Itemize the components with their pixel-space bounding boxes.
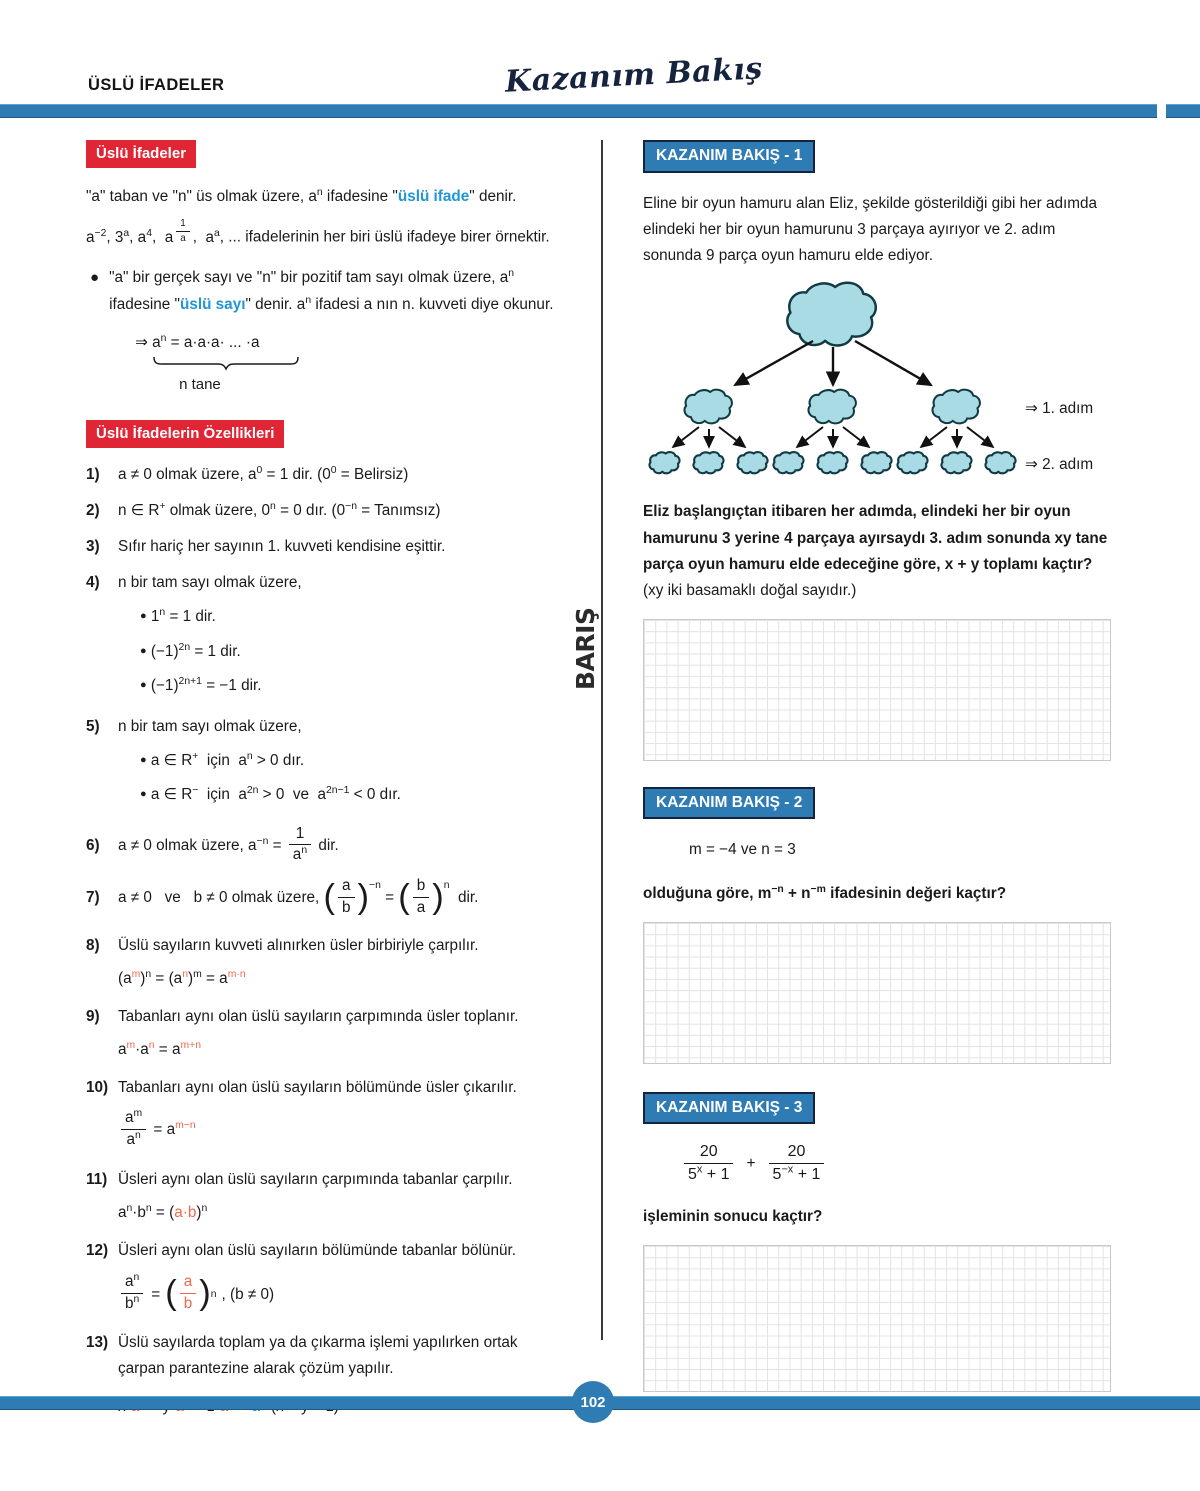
intro-text-a: "a" taban ve "n" üs olmak üzere, a [86, 188, 317, 205]
paren-close-icon: ) [357, 877, 369, 916]
property-4-sub-1: ● $1^n = 1$ dir. [140, 606, 216, 625]
properties-list [86, 462, 566, 1420]
property-8-formula: $(a^m)^n = (a^n)^m = a^{m\cdot n}$ [118, 969, 246, 988]
property-3 [86, 534, 566, 560]
blob-step2-2 [693, 452, 723, 473]
property-2-number: 2) [86, 501, 100, 519]
property-10-lead: Tabanları aynı olan üslü sayıların bölümünde üsler çıkarılır. [118, 1079, 517, 1097]
fraction-am-over-an: $\frac{a^m}{a^n}$ [121, 1108, 146, 1150]
property-11-formula: $a^n\cdot b^n = (a\cdot b)^n$ [118, 1203, 208, 1222]
blob-step2-3 [737, 452, 767, 473]
bullet-text-3: " denir. a [245, 295, 306, 313]
q3-f2-rest: + 1 [793, 1165, 821, 1183]
property-2 [86, 498, 566, 524]
question-1-bold: Eliz başlangıçtan itibaren her adımda, elindeki her bir oyun hamurunu 3 yerine 4 parçaya ayırsaydı 3. adım sonunda xy tane parça oyun hamuru elde edeceğine göre, x + y toplamı kaçtır? [643, 503, 1108, 573]
property-13-lead: Üslü sayılarda toplam ya da çıkarma işlemi yapılırken ortak çarpan parantezine alarak çözüm yapılır. [118, 1333, 518, 1377]
paren-close-icon: ) [199, 1274, 211, 1313]
property-7-text: a ≠ 0 ve b ≠ 0 olmak üzere, ( $\frac{a}{b}$ )$^{-n}$ = ( $\frac{b}{a}$ )$^n$ dir. [118, 877, 566, 919]
q2-post: ifadesinin değeri kaçtır? [825, 885, 1007, 903]
step-1-label: ⇒ 1. adım [1025, 400, 1094, 418]
property-3-number: 3) [86, 537, 100, 555]
bullet-sup-1: n [508, 268, 515, 280]
example-a-1overa: a $^{\frac{1}{a}}$ [165, 229, 193, 246]
question-1-prompt: Eline bir oyun hamuru alan Eliz, şekilde gösterildiği gibi her adımda elindeki her bir oyun hamurunu 3 parçaya ayırıyor ve 2. adım sonunda 9 parça oyun hamuru elde ediyor. [643, 194, 1098, 265]
property-10-text [118, 1075, 566, 1151]
property-11 [86, 1167, 566, 1226]
blob-step1-1 [685, 390, 732, 424]
property-6 [86, 825, 566, 867]
right-column [643, 140, 1113, 1392]
intro-sup-n: n [316, 186, 323, 198]
q2-mid: + n [783, 885, 811, 903]
property-8-text [118, 933, 566, 992]
property-12-number: 12) [86, 1242, 109, 1260]
column-divider [601, 140, 603, 1340]
property-12-note: , (b ≠ 0) [221, 1285, 275, 1303]
property-4-sub-2: ● $(-1)^{2n} = 1$ dir. [140, 641, 241, 660]
property-4 [86, 570, 566, 700]
fraction-a-over-b-colored: $\frac{a}{b}$ [180, 1272, 197, 1314]
property-9-number: 9) [86, 1008, 100, 1026]
example-3-a: 3$^a$ [114, 227, 130, 246]
property-1-number: 1) [86, 465, 100, 483]
property-10-number: 10) [86, 1079, 109, 1097]
blob-step2-6 [861, 452, 891, 473]
sub-bullet-icon: ● [140, 609, 147, 622]
step-2-label: ⇒ 2. adım [1025, 456, 1094, 474]
q3-f1-base: 5 [688, 1165, 697, 1183]
fraction-an-over-bn: $\frac{a^n}{b^n}$ [121, 1272, 143, 1314]
header-rule-tick [1166, 104, 1200, 118]
property-13-number: 13) [86, 1333, 109, 1351]
question-2-given: m = −4 ve n = 3 [689, 841, 796, 859]
q3-f1-rest: + 1 [702, 1165, 730, 1183]
bullet-text-1: "a" bir gerçek sayı ve "n" bir pozitif tam sayı olmak üzere, a [109, 269, 509, 287]
playdough-tree-diagram [643, 281, 1113, 481]
blob-step2-1 [649, 452, 679, 473]
property-6-text: a ≠ 0 olmak üzere, $a^{-n}$ = $\frac{1}{a^n}$ dir. [118, 825, 566, 867]
answer-grid-2[interactable] [643, 922, 1111, 1064]
sub-bullet-icon: ● [140, 644, 147, 657]
property-11-number: 11) [86, 1171, 108, 1189]
question-1-body [643, 499, 1113, 604]
property-8-lead: Üslü sayıların kuvveti alınırken üsler birbiriyle çarpılır. [118, 937, 479, 955]
paren-open-icon: ( [165, 1274, 177, 1313]
property-7-number: 7) [86, 889, 100, 907]
property-9-text [118, 1004, 566, 1063]
blob-step2-9 [985, 452, 1015, 473]
paren-close-icon: ) [432, 877, 444, 916]
q2-sup1: −n [771, 884, 784, 896]
question-3-expression [681, 1142, 1113, 1186]
tree-svg [643, 281, 1113, 481]
intro-text-c: " denir. [469, 188, 517, 205]
property-5-sub-2: ● a ∈ R− için $a^{2n} > 0$ ve $a^{2n-1} < 0$ dır. [140, 785, 401, 804]
property-5-text [118, 714, 566, 809]
blob-step2-5 [817, 452, 847, 473]
property-4-sub-3: ● $(-1)^{2n+1} = -1$ dir. [140, 675, 262, 695]
arrow-root-right [855, 341, 931, 385]
example-a-a: $a^a$ [205, 227, 220, 246]
bullet-text-2: ifadesine " [109, 295, 180, 313]
sub-bullet-icon: ● [140, 788, 147, 801]
expansion-formula [135, 330, 566, 356]
left-column [86, 140, 566, 1430]
property-5 [86, 714, 566, 809]
bullet-dot-icon: ● [90, 269, 100, 287]
example-a-4: $a^4$ [137, 227, 152, 246]
examples-paragraph: $a^{-2}$, 3$^a$, $a^4$, a $^{\frac{1}{a}}$ , $a^a$, ... ifadelerinin her biri üslü ifadeye birer örnektir. [86, 218, 550, 246]
examples-tail: ifadelerinin her biri üslü ifadeye birer örnektir. [245, 228, 550, 246]
blob-step1-2 [809, 390, 856, 424]
property-9 [86, 1004, 566, 1063]
question-3-question: işleminin sonucu kaçtır? [643, 1208, 823, 1226]
paren-open-icon: ( [323, 877, 336, 916]
question-badge-2: KAZANIM BAKIŞ - 2 [643, 787, 815, 820]
expansion-formula-block [135, 330, 566, 398]
section-heading-uslu-ifadeler: Üslü İfadeler [86, 140, 196, 168]
arrow-root-left [735, 341, 813, 385]
property-9-lead: Tabanları aynı olan üslü sayıların çarpımında üsler toplanır. [118, 1008, 519, 1026]
bullet-sup-2: n [305, 294, 312, 306]
blob-step1-3 [933, 390, 980, 424]
expansion-sup: n [160, 332, 167, 344]
property-2-text: n ∈ R+ olmak üzere, $0^n = 0$ dır. ($0^{-n}$ = Tanımsız) [118, 500, 441, 519]
fraction-b-over-a: $\frac{b}{a}$ [413, 876, 430, 918]
property-12 [86, 1238, 566, 1315]
fraction-20-over-5x-plus-1: $\frac{20}{5^x + 1}$ [684, 1141, 733, 1185]
highlight-uslu-sayi: üslü sayı [179, 295, 246, 313]
answer-grid-1[interactable] [643, 619, 1111, 761]
property-12-text [118, 1238, 566, 1315]
question-badge-3: KAZANIM BAKIŞ - 3 [643, 1092, 815, 1125]
property-5-sub-1: ● a ∈ R+ için $a^n > 0$ dır. [140, 750, 305, 769]
property-12-lead: Üsleri aynı olan üslü sayıların bölümünde tabanlar bölünür. [118, 1242, 516, 1260]
blob-step2-8 [941, 452, 971, 473]
section-heading-ozellikler: Üslü İfadelerin Özellikleri [86, 420, 284, 448]
property-6-number: 6) [86, 836, 100, 854]
intro-text-b: ifadesine " [322, 188, 398, 205]
property-8-number: 8) [86, 937, 100, 955]
q2-sup2: −m [810, 884, 826, 896]
fraction-1-over-a-n: $\frac{1}{a^n}$ [289, 824, 311, 866]
example-a-neg2: $a^{-2}$ [86, 227, 107, 246]
header-rule [0, 104, 1157, 118]
answer-grid-3[interactable] [643, 1245, 1111, 1392]
property-4-text [118, 570, 566, 700]
property-4-number: 4) [86, 573, 100, 591]
paren-open-icon: ( [398, 877, 410, 916]
bullet-body [109, 265, 566, 398]
intro-bullet [90, 265, 566, 398]
brand-logo: Kazanım Bakış [504, 51, 764, 100]
q3-f2-sup: −x [781, 1163, 794, 1176]
expansion-label: n tane [179, 376, 221, 394]
spine-label: BARIŞ [571, 607, 600, 690]
property-5-lead: n bir tam sayı olmak üzere, [118, 717, 302, 735]
highlight-uslu-ifade: üslü ifade [397, 188, 470, 205]
property-5-number: 5) [86, 717, 100, 735]
fraction-a-over-b: $\frac{a}{b}$ [338, 876, 355, 918]
question-badge-1: KAZANIM BAKIŞ - 1 [643, 140, 815, 173]
property-1-text: a ≠ 0 olmak üzere, $a^0 = 1$ dir. ($0^0$ = Belirsiz) [118, 464, 409, 483]
question-1-note: (xy iki basamaklı doğal sayıdır.) [643, 582, 857, 600]
property-4-lead: n bir tam sayı olmak üzere, [118, 573, 302, 591]
property-10-formula: $\frac{a^m}{a^n}$ = $a^{m-n}$ [118, 1109, 566, 1151]
blob-step2-7 [897, 452, 927, 473]
page-number: 102 [572, 1381, 614, 1423]
question-2-question [643, 881, 1113, 907]
chapter-title: ÜSLÜ İFADELER [88, 76, 225, 94]
q3-plus-sign: + [746, 1155, 756, 1173]
q3-f1-sup: x [696, 1163, 703, 1176]
underbrace-icon [152, 356, 312, 372]
property-11-text [118, 1167, 566, 1226]
property-1 [86, 462, 566, 488]
property-9-formula: $a^m\cdot a^n = a^{m+n}$ [118, 1040, 202, 1059]
property-11-lead: Üsleri aynı olan üslü sayıların çarpımında tabanlar çarpılır. [118, 1171, 513, 1189]
sub-bullet-icon: ● [140, 753, 147, 766]
sub-bullet-icon: ● [140, 679, 147, 692]
property-7 [86, 877, 566, 919]
property-3-text: Sıfır hariç her sayının 1. kuvveti kendisine eşittir. [118, 537, 446, 555]
intro-paragraph [86, 184, 566, 210]
blob-step2-4 [773, 452, 803, 473]
fraction-20-over-5negx-plus-1: $\frac{20}{5^{-x} + 1}$ [769, 1141, 825, 1185]
property-10 [86, 1075, 566, 1151]
property-8 [86, 933, 566, 992]
expansion-rest: = a·a·a· ... ·a [166, 333, 260, 351]
q3-f2-base: 5 [772, 1165, 782, 1183]
expansion-arrow: ⇒ a [135, 333, 161, 351]
bullet-text-4: ifadesi a nın n. kuvveti diye okunur. [311, 295, 554, 313]
blob-root [787, 283, 876, 346]
q2-pre: olduğuna göre, m [643, 885, 772, 903]
property-12-formula: $\frac{a^n}{b^n}$ = ( $\frac{a}{b}$ ) n , (b ≠ 0) [118, 1273, 566, 1315]
